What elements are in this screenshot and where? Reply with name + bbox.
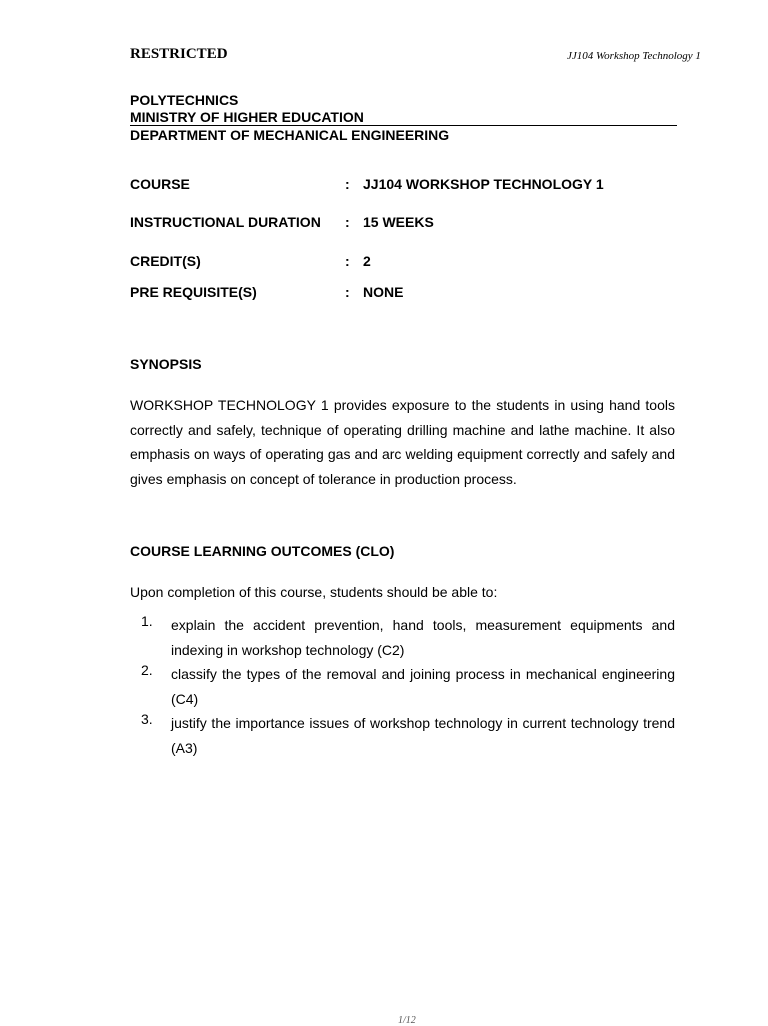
course-value: JJ104 WORKSHOP TECHNOLOGY 1 [363, 176, 604, 192]
org-polytechnics: POLYTECHNICS [130, 92, 239, 108]
clo-item-text: classify the types of the removal and joining process in mechanical engineering (C4) [171, 666, 675, 707]
clo-item-text: explain the accident prevention, hand tools, measurement equipments and indexing in workshop technology (C2) [171, 617, 675, 658]
classification-label: RESTRICTED [130, 46, 228, 62]
course-colon: : [345, 176, 350, 192]
header-divider [130, 125, 677, 126]
synopsis-line: gives emphasis on concept of tolerance in production process. [130, 470, 517, 487]
clo-item-number: 3. [141, 711, 153, 727]
credits-value: 2 [363, 253, 371, 269]
duration-value: 15 WEEKS [363, 214, 434, 230]
clo-item-number: 1. [141, 613, 153, 629]
prerequisite-colon: : [345, 284, 350, 300]
org-department: DEPARTMENT OF MECHANICAL ENGINEERING [130, 127, 450, 143]
credits-label: CREDIT(S) [130, 253, 201, 269]
prerequisite-label: PRE REQUISITE(S) [130, 284, 257, 300]
running-header-title: JJ104 Workshop Technology 1 [567, 50, 701, 62]
synopsis-title: SYNOPSIS [130, 356, 202, 372]
duration-label: INSTRUCTIONAL DURATION [130, 214, 321, 230]
org-ministry: MINISTRY OF HIGHER EDUCATION [130, 109, 364, 125]
credits-colon: : [345, 253, 350, 269]
synopsis-paragraph [130, 393, 675, 491]
synopsis-line: WORKSHOP TECHNOLOGY 1 provides exposure to the students in using hand tools [130, 397, 675, 413]
clo-title: COURSE LEARNING OUTCOMES (CLO) [130, 543, 395, 559]
clo-item-text: justify the importance issues of workshop technology in current technology trend (A3) [171, 715, 675, 756]
synopsis-line: emphasis on ways of operating gas and arc welding equipment correctly and safely and [130, 446, 675, 462]
course-label: COURSE [130, 176, 190, 192]
clo-item-number: 2. [141, 662, 153, 678]
synopsis-line: correctly and safely, technique of operating drilling machine and lathe machine. It also [130, 421, 675, 438]
clo-intro: Upon completion of this course, students should be able to: [130, 584, 498, 600]
page-number: 1/12 [398, 1015, 416, 1026]
duration-colon: : [345, 214, 350, 230]
prerequisite-value: NONE [363, 284, 404, 300]
